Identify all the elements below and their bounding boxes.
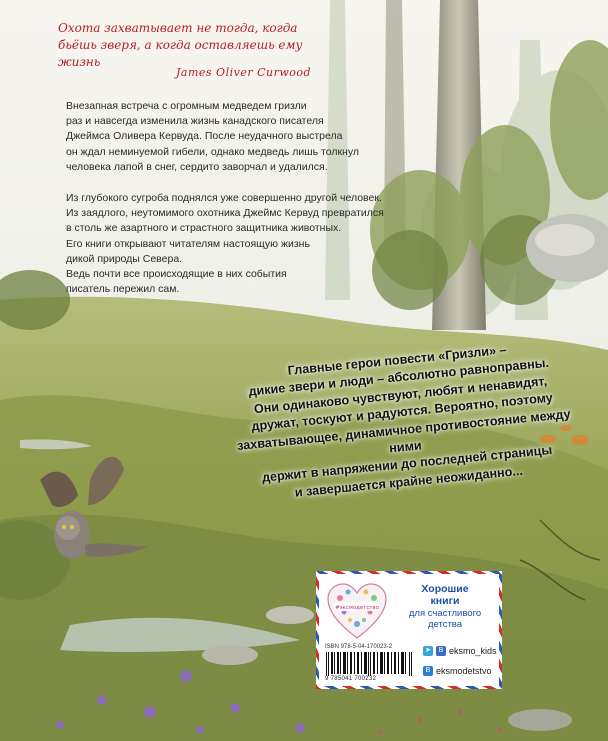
social-telegram[interactable] (423, 646, 497, 656)
barcode-number: 9 785041 700232 (325, 676, 377, 682)
heart-logo-text: #эксмодетство (335, 605, 379, 611)
epigraph-author: James Oliver Curwood (176, 66, 312, 79)
social-handle-1: eksmo_kids (449, 646, 497, 656)
isbn-text: ISBN 978-5-04-170023-2 (325, 644, 393, 650)
social-vk[interactable] (423, 666, 492, 676)
publisher-label (316, 571, 502, 689)
barcode-icon (325, 652, 415, 676)
vk-icon: B (436, 646, 446, 656)
description-paragraph-1: Внезапная встреча с огромным медведем гризли раз и навсегда изменила жизнь канадского писателя Джеймса Оливера Кервуда. После неудачного выстрела он ждал неминуемой гибели, однако медведь лишь толкнул человека лапой в снег, сердито заворчал и удалился. (66, 100, 359, 173)
social-handle-2: eksmodetstvo (436, 666, 492, 676)
heart-logo-icon (326, 582, 388, 640)
vk-icon: B (423, 666, 433, 676)
book-annotation: Главные герои повести «Гризли» – дикие звери и люди – абсолютно равноправны. Они одинаково чувствуют, любят и ненавидят, дружат, тоскуют и радуются. Вероятно, поэтому захватывающее, динамичное противостояние между ними держит в напряжении до последней страницы и завершается крайне неожиданно... (236, 342, 572, 500)
telegram-icon: ➤ (423, 646, 433, 656)
description-paragraph-2: Из глубокого сугроба поднялся уже совершенно другой человек. Из заядлого, неутомимого охотника Джеймс Кервуд превратился в столь же азартного и страстного защитника животных. Его книги открывают читателям настоящую жизнь дикой природы Севера. Ведь почти все происходящие в них события писатель пережил сам. (66, 192, 384, 296)
slogan-sub: для счастливого детства (408, 608, 482, 630)
slogan-main: Хорошие книги (421, 583, 469, 607)
epigraph-quote: Охота захватывает не тогда, когда бьёшь зверя, а когда оставляешь ему жизнь (58, 21, 303, 69)
